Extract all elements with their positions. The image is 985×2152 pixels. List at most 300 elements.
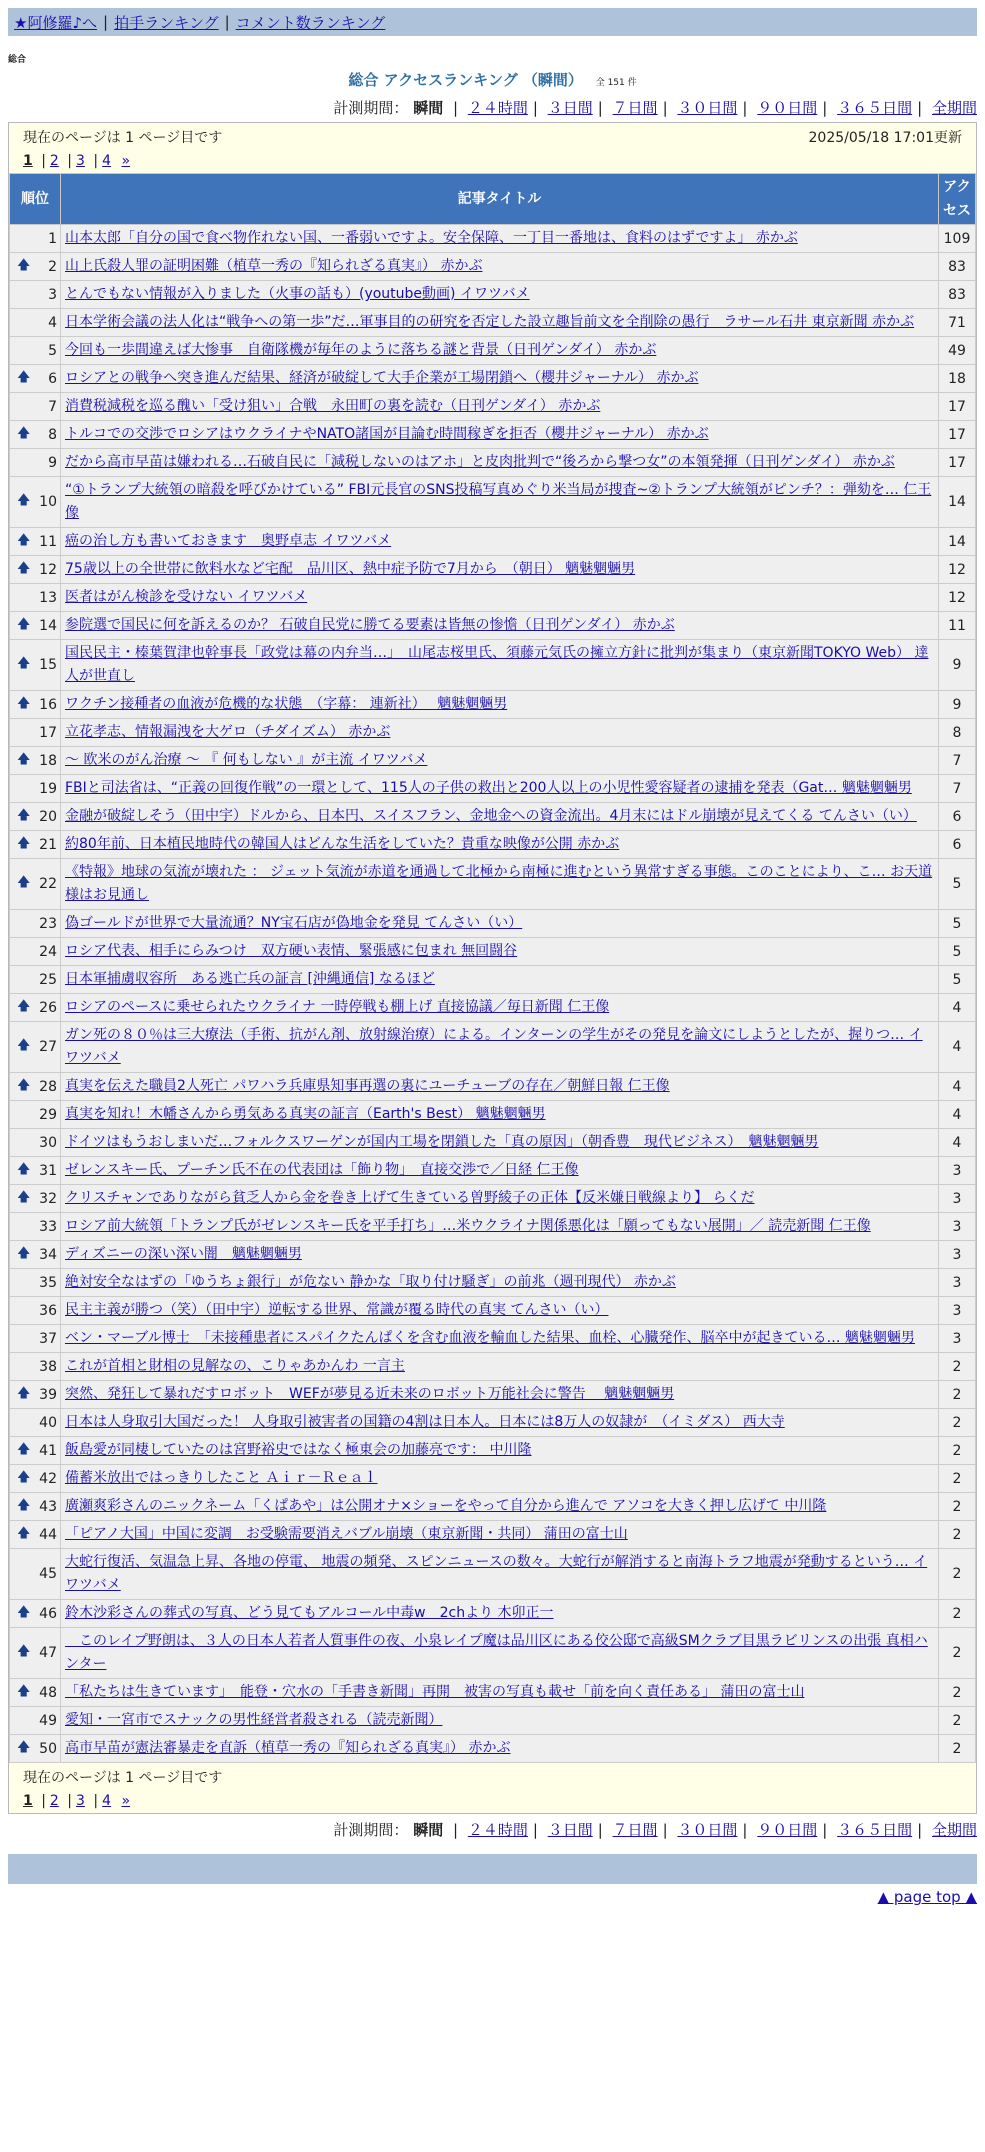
rank-number: 39 <box>39 1386 57 1403</box>
up-arrow-icon: 🡅 <box>17 532 31 548</box>
article-title-link[interactable]: 真実を知れ！木幡さんから勇気ある真実の証言（Earth's Best） 魑魅魍魎男 <box>65 1106 546 1122</box>
article-title-link[interactable]: 《特報》地球の気流が壊れた ： ジェット気流が赤道を通過して北極から南極に進むという異常すぎる事態。このことにより、こ… お天道様はお見通し <box>65 864 933 903</box>
article-title-link[interactable]: 「ピアノ大国」中国に変調 お受験需要消えバブル崩壊（東京新聞・共同） 蒲田の富士山 <box>65 1526 628 1542</box>
title-cell <box>61 309 939 337</box>
title-cell <box>61 1073 939 1101</box>
rank-cell <box>10 1679 61 1707</box>
period-option-30d[interactable]: ３０日間 <box>677 1821 738 1839</box>
article-title-link[interactable]: ガン死の８０％は三大療法（手術、抗がん剤、放射線治療）による。インターンの学生がその発見を論文にしようとしたが、握りつ… イワツバメ <box>65 1027 923 1066</box>
up-arrow-icon: 🡅 <box>17 1644 31 1659</box>
period-option-24h[interactable]: ２４時間 <box>467 1821 528 1839</box>
rank-number: 50 <box>39 1740 57 1757</box>
pager-top <box>9 123 976 173</box>
rank-cell <box>10 253 61 281</box>
rank-cell <box>10 1241 61 1269</box>
header-rank: 順位 <box>10 174 61 225</box>
rank-number: 47 <box>39 1645 57 1661</box>
article-title-link[interactable]: 山本太郎「自分の国で食べ物作れない国、一番弱いですよ。安全保障、一丁目一番地は、食料のはずですよ」 赤かぶ <box>65 230 798 246</box>
up-arrow-icon: 🡅 <box>17 1497 31 1513</box>
article-title-link[interactable]: 日本は人身取引大国だった！ 人身取引被害者の国籍の4割は日本人。日本には8万人の奴隷が （イミダス） 西大寺 <box>65 1414 785 1430</box>
period-option-all[interactable]: 全期間 <box>931 1821 977 1839</box>
table-row <box>10 421 976 449</box>
top-nav-bar <box>8 8 977 36</box>
article-title-link[interactable]: ゼレンスキー氏、プーチン氏不在の代表団は「飾り物」 直接交渉で／日経 仁王像 <box>65 1162 579 1178</box>
rank-cell <box>10 281 61 309</box>
table-row <box>10 1735 976 1763</box>
access-count: 2 <box>939 1600 976 1628</box>
pagination-bottom: 1 | 2 | 3 | 4 » <box>23 1793 131 1809</box>
page-link-2-bottom[interactable]: 2 <box>49 1793 59 1809</box>
rank-cell <box>10 1437 61 1465</box>
rank-number: 19 <box>39 780 57 797</box>
article-title-link[interactable]: 75歳以上の全世帯に飲料水など宅配 品川区、熱中症予防で7月から （朝日） 魑魅魍魎男 <box>65 561 636 577</box>
access-count: 9 <box>939 691 976 719</box>
table-row <box>10 1600 976 1628</box>
table-row <box>10 1269 976 1297</box>
table-row <box>10 1101 976 1129</box>
rank-number: 35 <box>39 1274 57 1291</box>
rank-number: 43 <box>39 1498 57 1515</box>
rank-number: 27 <box>39 1039 57 1055</box>
title-cell <box>61 803 939 831</box>
rank-cell <box>10 1735 61 1763</box>
title-cell <box>61 1185 939 1213</box>
page-link-3-bottom[interactable]: 3 <box>76 1793 85 1809</box>
article-title-link[interactable]: クリスチャンでありながら貧乏人から金を巻き上げて生きている曽野綾子の正体【反米嫌日戦線より】 らくだ <box>65 1190 755 1206</box>
title-cell <box>61 1157 939 1185</box>
rank-cell <box>10 1409 61 1437</box>
period-option-365d[interactable]: ３６５日間 <box>837 1821 913 1839</box>
table-row <box>10 1493 976 1521</box>
title-cell <box>61 365 939 393</box>
rank-cell <box>10 1022 61 1073</box>
page-link-2[interactable]: 2 <box>49 153 59 169</box>
title-cell <box>61 1707 939 1735</box>
table-row <box>10 1437 976 1465</box>
title-cell <box>61 1381 939 1409</box>
table-row <box>10 910 976 938</box>
rank-cell <box>10 1353 61 1381</box>
rank-number: 33 <box>39 1218 57 1235</box>
up-arrow-icon: 🡅 <box>17 1441 31 1457</box>
rank-number: 49 <box>39 1712 57 1729</box>
access-count: 5 <box>939 938 976 966</box>
current-page-text: 現在のページは 1 ページ目です <box>23 130 223 146</box>
table-row <box>10 1381 976 1409</box>
header-title: 記事タイトル <box>61 174 939 225</box>
up-arrow-icon: 🡅 <box>17 695 31 711</box>
period-current: 瞬間 <box>413 1821 444 1839</box>
rank-cell <box>10 1101 61 1129</box>
up-arrow-icon: 🡅 <box>17 835 31 851</box>
rank-cell <box>10 1269 61 1297</box>
up-arrow-icon: 🡅 <box>17 616 31 632</box>
period-label: 計測期間： <box>333 1821 409 1839</box>
title-cell <box>61 556 939 584</box>
title-cell <box>61 910 939 938</box>
article-title-link[interactable]: ベン・マーブル博士 「未接種患者にスパイクたんぱくを含む血液を輸血した結果、血栓、心臓発作、脳卒中が起きている… 魑魅魍魎男 <box>65 1330 915 1346</box>
title-cell <box>61 775 939 803</box>
article-title-link[interactable]: ディズニーの深い深い闇 魑魅魍魎男 <box>65 1246 302 1262</box>
article-title-link[interactable]: 参院選で国民に何を訴えるのか？ 石破自民党に勝てる要素は皆無の惨憺（日刊ゲンダイ） 赤かぶ <box>65 617 675 633</box>
rank-cell <box>10 966 61 994</box>
table-row <box>10 365 976 393</box>
article-title-link[interactable]: とんでもない情報が入りました（火事の話も）(youtube動画) イワツバメ <box>65 286 530 302</box>
article-title-link[interactable]: 飯島愛が同棲していたのは宮野裕史ではなく極東会の加藤亮です： 中川隆 <box>65 1442 532 1458</box>
title-cell <box>61 1493 939 1521</box>
up-arrow-icon: 🡅 <box>17 1469 31 1485</box>
rank-cell <box>10 365 61 393</box>
table-row <box>10 1185 976 1213</box>
up-arrow-icon: 🡅 <box>17 1385 31 1401</box>
page-link-4[interactable]: 4 <box>102 153 112 169</box>
access-count: 7 <box>939 775 976 803</box>
up-arrow-icon: 🡅 <box>17 560 31 576</box>
access-count: 5 <box>939 859 976 910</box>
rank-cell <box>10 612 61 640</box>
article-title-link[interactable]: ロシアとの戦争へ突き進んだ結果、経済が破綻して大手企業が工場閉鎖へ（櫻井ジャーナル） 赤かぶ <box>65 370 699 386</box>
access-count: 2 <box>939 1707 976 1735</box>
article-title-link[interactable]: 真実を伝えた職員2人死亡 パワハラ兵庫県知事再選の裏にユーチューブの存在／朝鮮日報 仁王像 <box>65 1078 670 1094</box>
table-row <box>10 281 976 309</box>
category-label: 総合 <box>8 55 27 65</box>
table-row <box>10 994 976 1022</box>
article-title-link[interactable]: 消費税減税を巡る醜い「受け狙い」合戦 永田町の裏を読む（日刊ゲンダイ） 赤かぶ <box>65 398 601 414</box>
page-current: 1 <box>23 153 33 169</box>
access-count: 2 <box>939 1409 976 1437</box>
footer-bar <box>8 1854 977 1884</box>
period-option-30d[interactable]: ３０日間 <box>677 99 738 117</box>
rank-number: 25 <box>39 971 57 988</box>
access-count: 8 <box>939 719 976 747</box>
period-option-90d[interactable]: ９０日間 <box>757 99 818 117</box>
table-row <box>10 803 976 831</box>
table-row <box>10 1353 976 1381</box>
table-row <box>10 747 976 775</box>
rank-number: 44 <box>39 1526 57 1543</box>
rank-number: 2 <box>48 258 57 275</box>
rank-cell <box>10 225 61 253</box>
rank-cell <box>10 584 61 612</box>
page-next-link-bottom[interactable]: » <box>121 1793 131 1809</box>
title-cell <box>61 584 939 612</box>
rank-cell <box>10 1707 61 1735</box>
rank-cell <box>10 775 61 803</box>
table-row <box>10 775 976 803</box>
article-title-link[interactable]: 癌の治し方も書いておきます 奥野卓志 イワツバメ <box>65 533 392 549</box>
article-title-link[interactable]: 愛知・一宮市でスナックの男性経営者殺される（読売新聞） <box>65 1712 443 1728</box>
access-count: 7 <box>939 747 976 775</box>
title-cell <box>61 1022 939 1073</box>
access-count: 17 <box>939 421 976 449</box>
table-row <box>10 1241 976 1269</box>
rank-number: 18 <box>39 752 57 769</box>
access-count: 2 <box>939 1353 976 1381</box>
rank-number: 15 <box>39 657 57 673</box>
table-row <box>10 1707 976 1735</box>
access-count: 3 <box>939 1213 976 1241</box>
article-title-link[interactable]: 立花孝志、情報漏洩を大ゲロ（チダイズム） 赤かぶ <box>65 724 391 740</box>
article-title-link[interactable]: 「私たちは生きています」 能登・穴水の「手書き新聞」再開 被害の写真も載せ「前を向く責任ある」 蒲田の富士山 <box>65 1684 805 1700</box>
table-row <box>10 309 976 337</box>
rank-number: 4 <box>48 314 57 331</box>
table-row <box>10 253 976 281</box>
up-arrow-icon: 🡅 <box>17 1189 31 1205</box>
article-title-link[interactable]: トルコでの交渉でロシアはウクライナやNATO諸国が目論む時間稼ぎを拒否（櫻井ジャーナル） 赤かぶ <box>65 426 709 442</box>
up-arrow-icon: 🡅 <box>17 1077 31 1093</box>
article-title-link[interactable]: 国民民主・榛葉賀津也幹事長「政党は幕の内弁当…」 山尾志桜里氏、須藤元気氏の擁立方針に批判が集まり（東京新聞TOKYO Web） 達人が世直し <box>65 645 929 684</box>
nav-link-asyura[interactable]: ★阿修羅♪へ <box>14 13 98 32</box>
rank-number: 11 <box>39 533 57 550</box>
title-cell <box>61 994 939 1022</box>
title-cell <box>61 1600 939 1628</box>
rank-cell <box>10 1381 61 1409</box>
nav-separator: | <box>103 13 109 31</box>
rank-cell <box>10 1465 61 1493</box>
access-count: 3 <box>939 1185 976 1213</box>
title-cell <box>61 612 939 640</box>
rank-number: 17 <box>39 724 57 741</box>
article-title-link[interactable]: ワクチン接種者の血液が危機的な状態 （字幕： 連新社） 魑魅魍魎男 <box>65 696 508 712</box>
up-arrow-icon: 🡅 <box>17 1245 31 1261</box>
current-page-text-bottom: 現在のページは 1 ページ目です <box>23 1770 223 1786</box>
table-row <box>10 1549 976 1600</box>
article-title-link[interactable]: 絶対安全なはずの「ゆうちょ銀行」が危ない 静かな「取り付け騒ぎ」の前兆（週刊現代） 赤かぶ <box>65 1274 676 1290</box>
rank-number: 8 <box>48 426 57 443</box>
rank-number: 23 <box>39 915 57 932</box>
page-title: 総合 アクセスランキング （瞬間） <box>348 71 583 89</box>
access-count: 109 <box>939 225 976 253</box>
page-top-row <box>8 1888 977 1906</box>
up-arrow-icon: 🡅 <box>17 1683 31 1699</box>
article-title-link[interactable]: “①トランプ大統領の暗殺を呼びかけている” FBI元長官のSNS投稿写真めぐり米当局が捜査~②トランプ大統領がピンチ？：弾劾を… 仁王像 <box>65 482 932 521</box>
title-cell <box>61 393 939 421</box>
rank-number: 7 <box>48 398 57 415</box>
nav-separator: | <box>224 13 230 31</box>
article-title-link[interactable]: これが首相と財相の見解なの、こりゃあかんわ 一言主 <box>65 1358 405 1374</box>
article-title-link[interactable]: 約80年前、日本植民地時代の韓国人はどんな生活をしていた？貴重な映像が公開 赤かぶ <box>65 836 620 852</box>
title-cell <box>61 1297 939 1325</box>
article-title-link[interactable]: 山上氏殺人罪の証明困難（植草一秀の『知られざる真実』） 赤かぶ <box>65 258 483 274</box>
title-cell <box>61 1628 939 1679</box>
article-title-link[interactable]: 廣瀬爽彩さんのニックネーム「くぱあや」は公開オナ×ショーをやって自分から進んで アソコを大きく押し広げて 中川隆 <box>65 1498 827 1514</box>
table-row <box>10 477 976 528</box>
rank-number: 32 <box>39 1190 57 1207</box>
rank-number: 20 <box>39 808 57 825</box>
access-count: 2 <box>939 1735 976 1763</box>
article-title-link[interactable]: 日本軍捕虜収容所 ある逃亡兵の証言 [沖縄通信] なるほど <box>65 971 435 987</box>
article-title-link[interactable]: 日本学術会議の法人化は“戦争への第一歩”だ…軍事目的の研究を否定した設立趣旨前文を全削除の愚行 ラサール石井 東京新聞 赤かぶ <box>65 314 915 330</box>
period-option-24h[interactable]: ２４時間 <box>467 99 528 117</box>
article-title-link[interactable]: 鈴木沙彩さんの葬式の写真、どう見てもアルコール中毒w 2chより 木卯正一 <box>65 1605 554 1621</box>
rank-cell <box>10 1213 61 1241</box>
access-count: 12 <box>939 584 976 612</box>
table-row <box>10 938 976 966</box>
access-count: 17 <box>939 393 976 421</box>
rank-cell <box>10 859 61 910</box>
pagination: 1 | 2 | 3 | 4 » <box>23 153 131 169</box>
title-cell <box>61 1269 939 1297</box>
up-arrow-icon: 🡅 <box>17 751 31 767</box>
access-count: 3 <box>939 1297 976 1325</box>
rank-number: 46 <box>39 1605 57 1622</box>
period-option-3d[interactable]: ３日間 <box>547 1821 593 1839</box>
up-arrow-icon: 🡅 <box>17 1038 31 1053</box>
table-row <box>10 612 976 640</box>
ranking-table-body <box>10 225 976 1763</box>
access-count: 4 <box>939 1022 976 1073</box>
article-title-link[interactable]: 今回も一歩間違えば大惨事 自衛隊機が毎年のように落ちる謎と背景（日刊ゲンダイ） 赤かぶ <box>65 342 657 358</box>
rank-cell <box>10 910 61 938</box>
title-cell <box>61 1679 939 1707</box>
article-title-link[interactable]: ロシア代表、相手にらみつけ 双方硬い表情、緊張感に包まれ 無回闘谷 <box>65 943 518 959</box>
rank-number: 38 <box>39 1358 57 1375</box>
access-count: 2 <box>939 1465 976 1493</box>
article-title-link[interactable]: FBIと司法省は、“正義の回復作戦”の一環として、115人の子供の救出と200人以上の小児性愛容疑者の逮捕を発表（Gat… 魑魅魍魎男 <box>65 780 912 796</box>
title-cell <box>61 831 939 859</box>
title-cell <box>61 281 939 309</box>
page-link-4-bottom[interactable]: 4 <box>102 1793 112 1809</box>
pager-bottom <box>9 1763 976 1813</box>
article-title-link[interactable]: 高市早苗が憲法審暴走を直訴（植草一秀の『知られざる真実』） 赤かぶ <box>65 1740 511 1756</box>
access-count: 3 <box>939 1269 976 1297</box>
table-row <box>10 719 976 747</box>
period-option-365d[interactable]: ３６５日間 <box>837 99 913 117</box>
rank-cell <box>10 1600 61 1628</box>
access-count: 83 <box>939 281 976 309</box>
rank-cell <box>10 477 61 528</box>
nav-link-comment-ranking[interactable]: コメント数ランキング <box>235 13 386 32</box>
table-row <box>10 1465 976 1493</box>
access-count: 6 <box>939 831 976 859</box>
title-cell <box>61 253 939 281</box>
table-row <box>10 691 976 719</box>
table-row <box>10 1628 976 1679</box>
article-title-link[interactable]: このレイプ野朗は、３人の日本人若者人質事件の夜、小泉レイプ魔は品川区にある佼公邸で高級SMクラブ目黒ラビリンスの出張 真相ハンター <box>65 1633 928 1672</box>
article-title-link[interactable]: 突然、発狂して暴れだすロボット WEFが夢見る近未来のロボット万能社会に警告 魑魅魍魎男 <box>65 1386 675 1402</box>
rank-cell <box>10 421 61 449</box>
rank-cell <box>10 1157 61 1185</box>
table-row <box>10 584 976 612</box>
page-next-link[interactable]: » <box>121 153 131 169</box>
access-count: 71 <box>939 309 976 337</box>
title-cell <box>61 1735 939 1763</box>
period-option-all[interactable]: 全期間 <box>931 99 977 117</box>
table-row <box>10 1213 976 1241</box>
article-title-link[interactable]: だから高市早苗は嫌われる…石破自民に「減税しないのはアホ」と皮肉批判で“後ろから撃つ女”の本領発揮（日刊ゲンダイ） 赤かぶ <box>65 454 895 470</box>
up-arrow-icon: 🡅 <box>17 656 31 671</box>
rank-number: 37 <box>39 1330 57 1347</box>
rank-cell <box>10 1129 61 1157</box>
title-cell <box>61 938 939 966</box>
rank-cell <box>10 719 61 747</box>
up-arrow-icon: 🡅 <box>17 1604 31 1620</box>
rank-cell <box>10 1549 61 1600</box>
table-row <box>10 1521 976 1549</box>
period-option-90d[interactable]: ９０日間 <box>757 1821 818 1839</box>
title-cell <box>61 1353 939 1381</box>
period-selector-bottom: 計測期間： 瞬間 | ２４時間 | ３日間 | ７日間 | ３０日間 | ９０日間 | ３６５日間 | 全期間 <box>333 1821 977 1839</box>
title-cell <box>61 1437 939 1465</box>
rank-cell <box>10 393 61 421</box>
rank-number: 10 <box>39 494 57 510</box>
rank-cell <box>10 1073 61 1101</box>
title-cell <box>61 640 939 691</box>
article-title-link[interactable]: ドイツはもうおしまいだ…フォルクスワーゲンが国内工場を閉鎖した「真の原因」（朝香豊 現代ビジネス） 魑魅魍魎男 <box>65 1134 819 1150</box>
access-count: 17 <box>939 449 976 477</box>
rank-number: 16 <box>39 696 57 713</box>
rank-number: 34 <box>39 1246 57 1263</box>
article-title-link[interactable]: ～ 欧米のがん治療 ～ 『 何もしない 』が主流 イワツバメ <box>65 752 428 768</box>
period-option-7d[interactable]: ７日間 <box>612 99 658 117</box>
article-title-link[interactable]: 金融が破綻しそう（田中宇）ドルから、日本円、スイスフラン、金地金への資金流出。4月末にはドル崩壊が見えてくる てんさい（い） <box>65 808 917 824</box>
rank-number: 5 <box>48 342 57 359</box>
period-option-7d[interactable]: ７日間 <box>612 1821 658 1839</box>
rank-cell <box>10 994 61 1022</box>
title-cell <box>61 747 939 775</box>
nav-link-applause-ranking[interactable]: 拍手ランキング <box>114 13 219 32</box>
title-cell <box>61 1521 939 1549</box>
period-selector-top: 計測期間： 瞬間 | ２４時間 | ３日間 | ７日間 | ３０日間 | ９０日間 | ３６５日間 | 全期間 <box>333 99 977 117</box>
table-row <box>10 640 976 691</box>
access-count: 14 <box>939 477 976 528</box>
access-count: 2 <box>939 1437 976 1465</box>
access-count: 11 <box>939 612 976 640</box>
access-count: 49 <box>939 337 976 365</box>
access-count: 4 <box>939 1129 976 1157</box>
access-count: 12 <box>939 556 976 584</box>
article-title-link[interactable]: 民主主義が勝つ（笑）（田中宇）逆転する世界、常識が覆る時代の真実 てんさい（い） <box>65 1302 609 1318</box>
title-cell <box>61 1325 939 1353</box>
table-row <box>10 1129 976 1157</box>
up-arrow-icon: 🡅 <box>17 369 31 385</box>
article-title-link[interactable]: 大蛇行復活、気温急上昇、各地の停電、 地震の頻発、スピンニュースの数々。大蛇行が解消すると南海トラフ地震が発動するという… イワツバメ <box>65 1554 928 1593</box>
period-option-3d[interactable]: ３日間 <box>547 99 593 117</box>
title-cell <box>61 337 939 365</box>
rank-cell <box>10 747 61 775</box>
article-title-link[interactable]: 偽ゴールドが世界で大量流通？NY宝石店が偽地金を発見 てんさい（い） <box>65 915 523 931</box>
article-title-link[interactable]: ロシア前大統領「トランプ氏がゼレンスキー氏を平手打ち」…米ウクライナ関係悪化は「願ってもない展開」／ 読売新聞 仁王像 <box>65 1218 871 1234</box>
table-row <box>10 1297 976 1325</box>
title-cell <box>61 1101 939 1129</box>
article-title-link[interactable]: ロシアのペースに乗せられたウクライナ 一時停戦も棚上げ 直接協議／毎日新聞 仁王像 <box>65 999 610 1015</box>
rank-cell <box>10 528 61 556</box>
article-title-link[interactable]: 医者はがん検診を受けない イワツバメ <box>65 589 308 605</box>
ranking-panel <box>8 122 977 1814</box>
access-count: 3 <box>939 1241 976 1269</box>
page-top-link[interactable]: ▲ page top ▲ <box>877 1888 977 1906</box>
up-arrow-icon: 🡅 <box>17 425 31 441</box>
page-link-3[interactable]: 3 <box>76 153 85 169</box>
rank-number: 28 <box>39 1078 57 1095</box>
up-arrow-icon: 🡅 <box>17 1161 31 1177</box>
page-title-row <box>0 69 985 90</box>
rank-number: 14 <box>39 617 57 634</box>
title-cell <box>61 1241 939 1269</box>
access-count: 2 <box>939 1521 976 1549</box>
rank-number: 24 <box>39 943 57 960</box>
access-count: 4 <box>939 1101 976 1129</box>
title-cell <box>61 1129 939 1157</box>
access-count: 83 <box>939 253 976 281</box>
title-cell <box>61 421 939 449</box>
total-count: 全 151 件 <box>595 78 637 88</box>
article-title-link[interactable]: 備蓄米放出ではっきりしたこと Ａｉｒ－Ｒｅａｌ <box>65 1470 378 1486</box>
rank-cell <box>10 337 61 365</box>
access-count: 3 <box>939 1157 976 1185</box>
rank-cell <box>10 556 61 584</box>
rank-number: 12 <box>39 561 57 578</box>
